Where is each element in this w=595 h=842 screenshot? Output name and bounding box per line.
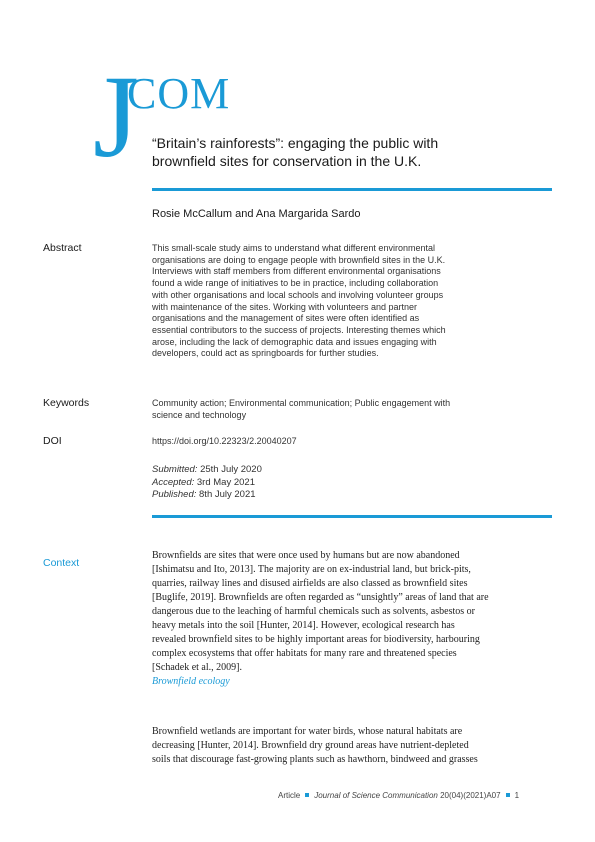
abstract-line: organisations are doing to engage people with brownfield sites in the U.K. — [152, 254, 446, 265]
context-paragraph — [152, 549, 552, 675]
page-footer — [278, 791, 519, 800]
abstract-line: Interviews with staff members from different environmental organisations — [152, 266, 441, 277]
keywords-line: Community action; Environmental communication; Public engagement with — [152, 398, 451, 408]
keywords-line: science and technology — [152, 409, 247, 420]
abstract-line: found a wide range of initiatives to be in practice, including collaboration — [152, 278, 439, 289]
abstract-line: This small-scale study aims to understand what different environmental — [152, 243, 435, 253]
ecology-line: soils that discourage fast-growing plants such as hawthorn, bindweed and grasses — [152, 754, 478, 765]
ecology-line: decreasing [Hunter, 2014]. Brownfield dry ground areas have nutrient-depleted — [152, 740, 469, 751]
accepted-date: Accepted: 3rd May 2021 — [152, 476, 255, 488]
footer-separator-icon — [305, 793, 309, 797]
title-line-1: “Britain’s rainforests”: engaging the public with — [152, 135, 439, 151]
context-label: Context — [43, 557, 80, 569]
section-divider — [152, 515, 552, 518]
context-line: revealed brownfield sites to be highly important areas for biodiversity, harbouring — [152, 634, 480, 645]
keywords-text — [152, 398, 552, 421]
title-line-2: brownfield sites for conservation in the U.K. — [152, 153, 422, 169]
context-line: heavy metals into the soil [Hunter, 2014]. However, ecological research has — [152, 620, 455, 631]
context-line: dangerous due to the leaching of harmful chemicals such as solvents, asbestos or — [152, 606, 475, 617]
footer-journal: Journal of Science Communication — [314, 791, 438, 800]
article-title — [152, 134, 552, 170]
authors: Rosie McCallum and Ana Margarida Sardo — [152, 208, 361, 220]
published-date: Published: 8th July 2021 — [152, 489, 256, 501]
context-line: quarries, railway lines and disused airfields are also classed as brownfield sites — [152, 578, 468, 589]
abstract-line: developers, could act as springboards for further studies. — [152, 348, 379, 359]
footer-citation: 20(04)(2021)A07 — [440, 791, 501, 800]
ecology-line: Brownfield wetlands are important for water birds, whose natural habitats are — [152, 726, 463, 737]
top-divider — [152, 188, 552, 191]
abstract-line: essential contributors to the success of projects. Interesting themes which — [152, 324, 446, 335]
logo-j: J — [93, 51, 139, 182]
keywords-label: Keywords — [43, 397, 90, 409]
context-line: [Buglife, 2019]. Brownfields are often regarded as “unsightly” areas of land that are — [152, 592, 489, 603]
footer-article-type: Article — [278, 791, 301, 800]
abstract-line: organisations and the management of sites were often identified as — [152, 313, 420, 324]
abstract-text — [152, 243, 552, 360]
context-line: complex ecosystems that offer habitats for many rare and threatened species — [152, 648, 457, 659]
footer-separator-icon — [506, 793, 510, 797]
doi-label: DOI — [43, 435, 62, 447]
subheading-brownfield-ecology: Brownfield ecology — [152, 676, 230, 687]
doi-link[interactable]: https://doi.org/10.22323/2.20040207 — [152, 436, 297, 446]
logo-com: COM — [127, 69, 231, 118]
abstract-label: Abstract — [43, 242, 82, 254]
abstract-line: with maintenance of the sites. Working with volunteers and partner — [152, 301, 417, 312]
abstract-line: arose, including the lack of demographic data and issues engaging with — [152, 336, 437, 347]
abstract-line: with other organisations and local schools and involving volunteer groups — [152, 289, 444, 300]
ecology-paragraph — [152, 725, 552, 767]
publication-dates — [152, 464, 262, 502]
submitted-date: Submitted: 25th July 2020 — [152, 464, 262, 475]
footer-page-number: 1 — [514, 791, 520, 800]
context-line: [Schadek et al., 2009]. — [152, 662, 242, 673]
context-line: [Ishimatsu and Ito, 2013]. The majority are on ex-industrial land, but brick-pits, — [152, 564, 471, 575]
context-line: Brownfields are sites that were once used by humans but are now abandoned — [152, 550, 460, 561]
